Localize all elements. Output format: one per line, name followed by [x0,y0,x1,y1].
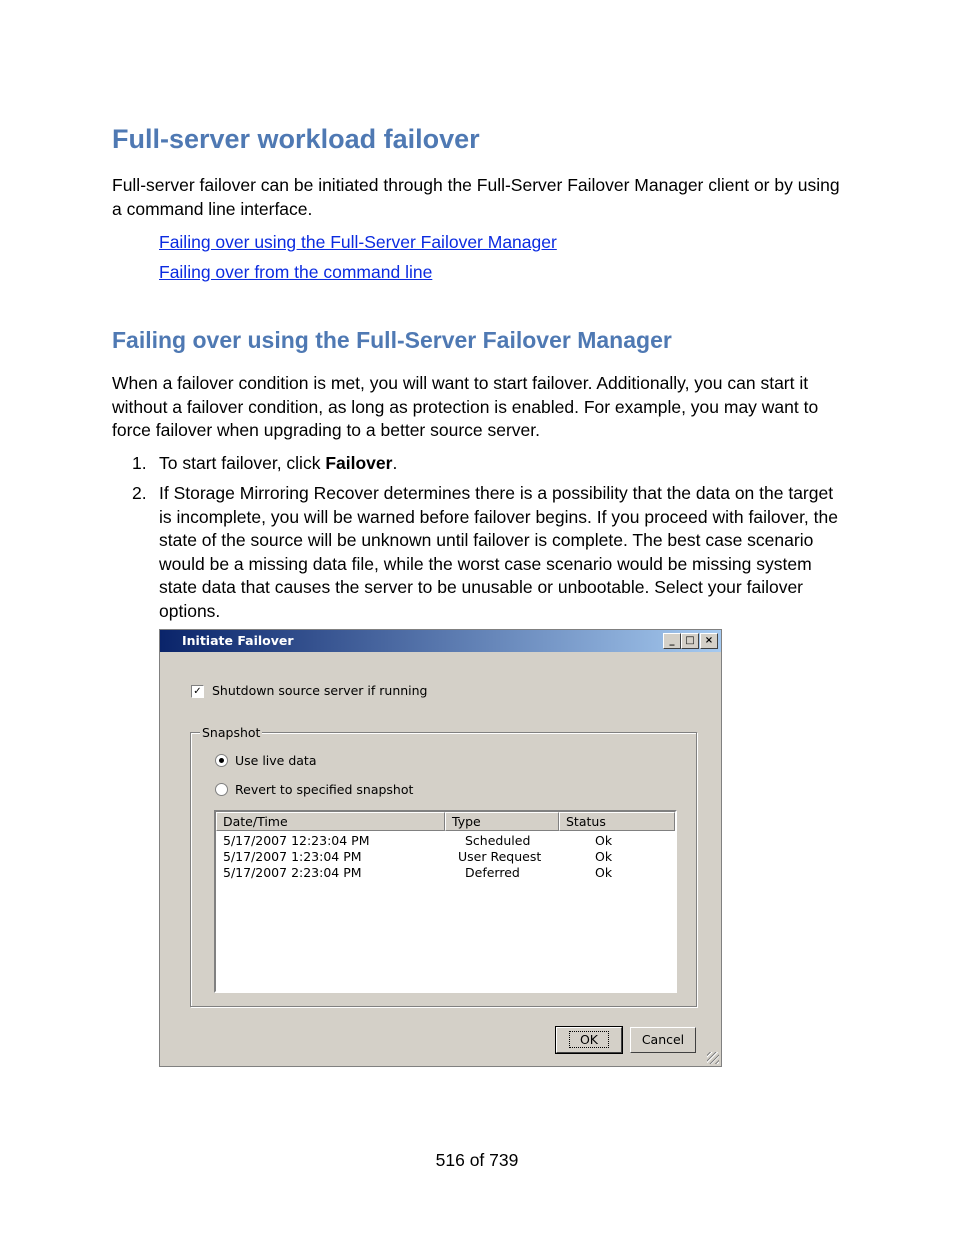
minimize-button[interactable]: _ [663,633,681,649]
page-number: 516 of 739 [435,1150,519,1170]
step-1-number: 1. [132,453,147,473]
step-2-number: 2. [132,483,147,503]
shutdown-checkbox-label: Shutdown source server if running [212,683,428,698]
revert-snapshot-radio[interactable] [215,783,228,796]
link-command-line[interactable]: Failing over from the command line [159,262,433,282]
dialog-titlebar [160,630,721,652]
row-2-datetime[interactable]: 5/17/2007 1:23:04 PM [223,849,362,864]
snapshot-list[interactable] [214,810,677,993]
step-1-post: . [392,453,398,473]
column-header-datetime[interactable]: Date/Time [216,812,445,831]
row-2-status[interactable]: Ok [595,849,613,864]
maximize-button[interactable]: □ [681,633,699,649]
page-title: Full-server workload failover [112,124,480,154]
step-1-bold: Failover [325,453,393,473]
resize-grip-icon[interactable] [707,1052,719,1064]
use-live-data-radio[interactable] [215,754,228,767]
row-1-type[interactable]: Scheduled [465,833,531,848]
row-3-type[interactable]: Deferred [465,865,520,880]
use-live-data-label: Use live data [235,753,317,768]
snapshot-group-label: Snapshot [202,725,261,740]
section-intro: When a failover condition is met, you will want to start failover. Additionally, you can start it without a failover condition, as long as protection is enabled. For example, you may want to force failover when upgrading to a better source server. [112,373,819,440]
shutdown-checkbox[interactable]: ✓ [191,685,204,698]
ok-button[interactable] [556,1027,622,1053]
initiate-failover-dialog [159,629,722,1067]
revert-snapshot-label: Revert to specified snapshot [235,782,414,797]
ok-button-label: OK [569,1031,609,1048]
row-1-status[interactable]: Ok [595,833,613,848]
row-3-status[interactable]: Ok [595,865,613,880]
section-title: Failing over using the Full-Server Failover Manager [112,327,672,353]
close-button[interactable]: × [700,633,718,649]
cancel-button[interactable]: Cancel [630,1027,696,1053]
step-1-pre: To start failover, click [159,453,326,473]
link-failover-manager[interactable]: Failing over using the Full-Server Failover Manager [159,232,557,252]
column-header-status[interactable]: Status [559,812,675,831]
column-header-type[interactable]: Type [445,812,559,831]
row-1-datetime[interactable]: 5/17/2007 12:23:04 PM [223,833,370,848]
row-3-datetime[interactable]: 5/17/2007 2:23:04 PM [223,865,362,880]
row-2-type[interactable]: User Request [458,849,542,864]
dialog-title: Initiate Failover [182,633,294,648]
intro-paragraph: Full-server failover can be initiated through the Full-Server Failover Manager client or by using a command line interface. [112,175,840,219]
step-1-text [159,452,849,476]
step-2-text: If Storage Mirroring Recover determines there is a possibility that the data on the target is incomplete, you will be warned before failover begins. If you proceed with failover, the state of the source will be unknown until failover is complete. The best case scenario would be a missing data file, while the worst case scenario would be missing system state data that causes the server to be unusable or unbootable. Select your failover options. [159,483,838,621]
